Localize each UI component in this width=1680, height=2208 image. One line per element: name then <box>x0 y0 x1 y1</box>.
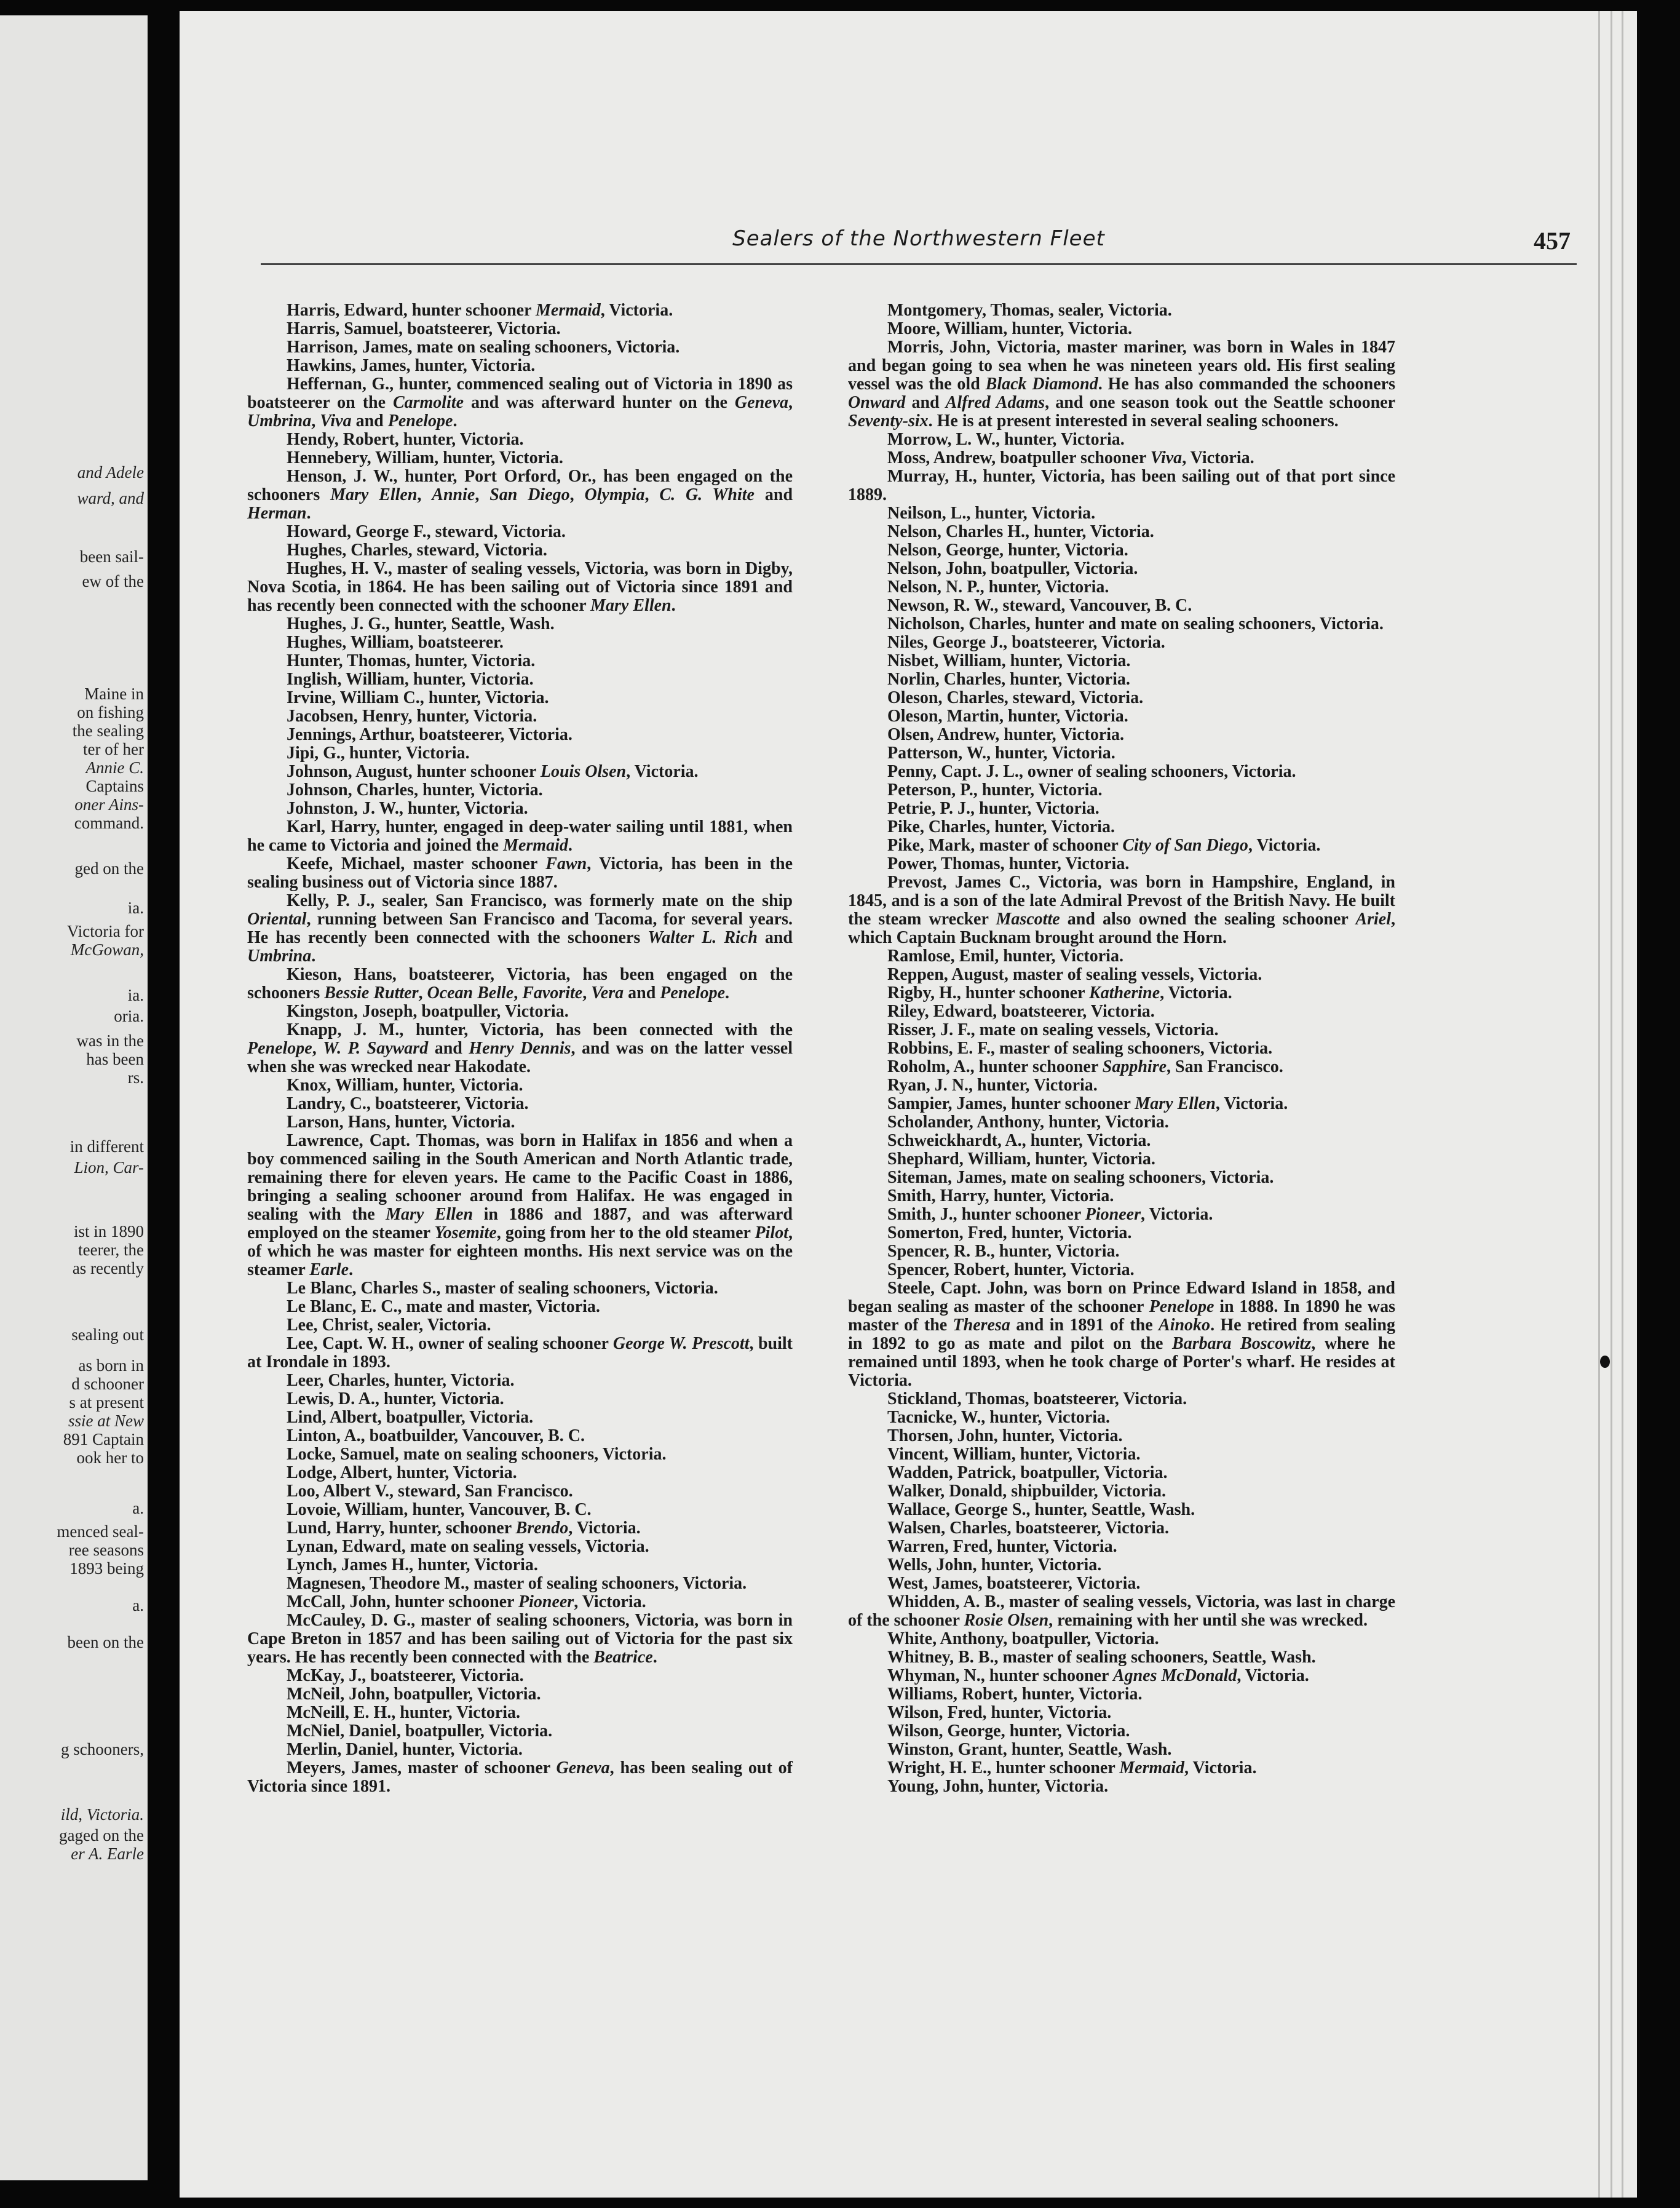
directory-entry: Winston, Grant, hunter, Seattle, Wash. <box>887 1740 1172 1759</box>
directory-entry: White, Anthony, boatpuller, Victoria. <box>887 1629 1159 1648</box>
directory-entry: Lodge, Albert, hunter, Victoria. <box>287 1463 517 1482</box>
directory-entry: Penny, Capt. J. L., owner of sealing schooners, Victoria. <box>887 762 1296 781</box>
directory-entry: Meyers, James, master of schooner Geneva, has been sealing out of Victoria since 1891. <box>247 1758 793 1796</box>
directory-entry: Prevost, James C., Victoria, was born in Hampshire, England, in 1845, and is a son of the late Admiral Prevost of the British Navy. He built the steam wrecker Mascotte and also owned the sealing schooner Ariel, which Captain Bucknam brought around the Horn. <box>848 873 1395 947</box>
directory-entry: Wilson, George, hunter, Victoria. <box>887 1722 1130 1741</box>
directory-entry: Nelson, Charles H., hunter, Victoria. <box>887 522 1154 541</box>
directory-entry: Landry, C., boatsteerer, Victoria. <box>287 1094 529 1113</box>
directory-entry: Tacnicke, W., hunter, Victoria. <box>887 1408 1110 1427</box>
left-page-text-fragment: rs. <box>127 1068 144 1087</box>
directory-entry: Scholander, Anthony, hunter, Victoria. <box>887 1113 1169 1132</box>
left-page-text-fragment: ree seasons <box>68 1541 144 1559</box>
right-column <box>848 301 1395 1796</box>
directory-entry: Lawrence, Capt. Thomas, was born in Halifax in 1856 and when a boy commenced sailing in the South American and North Atlantic trade, remaining there for eleven years. He came to the Pacific Coast in 1886, bringing a sealing schooner around from Halifax. He was engaged in sealing with the Mary Ellen in 1886 and 1887, and was afterward employed on the steamer Yosemite, going from her to the old steamer Pilot, of which he was master for eighteen months. His next service was on the steamer Earle. <box>247 1131 793 1279</box>
left-page-text-fragment: oner Ains- <box>74 795 144 814</box>
directory-entry: Wallace, George S., hunter, Seattle, Wash. <box>887 1500 1195 1519</box>
directory-entry: Hendy, Robert, hunter, Victoria. <box>287 430 524 449</box>
directory-entry: Robbins, E. F., master of sealing schooners, Victoria. <box>887 1039 1273 1058</box>
margin-dot <box>1600 1356 1610 1368</box>
directory-entry: Harris, Edward, hunter schooner Mermaid, Victoria. <box>287 301 673 320</box>
directory-entry: Young, John, hunter, Victoria. <box>887 1777 1109 1796</box>
directory-entry: Hunter, Thomas, hunter, Victoria. <box>287 651 536 670</box>
left-page-text-fragment: in different <box>69 1137 144 1156</box>
left-page-text-fragment: 1893 being <box>69 1559 144 1578</box>
page-edge <box>1622 11 1623 2198</box>
left-page-text-fragment: gaged on the <box>59 1826 144 1845</box>
directory-entry: Kingston, Joseph, boatpuller, Victoria. <box>287 1002 569 1021</box>
directory-entry: Linton, A., boatbuilder, Vancouver, B. C. <box>287 1426 585 1445</box>
left-page-text-fragment: and Adele <box>77 463 144 482</box>
directory-entry: Roholm, A., hunter schooner Sapphire, San Francisco. <box>887 1057 1283 1076</box>
directory-entry: Lind, Albert, boatpuller, Victoria. <box>287 1408 534 1427</box>
directory-entry: Howard, George F., steward, Victoria. <box>287 522 566 541</box>
directory-entry: Harris, Samuel, boatsteerer, Victoria. <box>287 319 561 338</box>
directory-entry: Smith, Harry, hunter, Victoria. <box>887 1186 1114 1205</box>
page-number: 457 <box>1534 227 1571 255</box>
directory-entry: Moss, Andrew, boatpuller schooner Viva, Victoria. <box>887 448 1254 467</box>
directory-entry: Lynan, Edward, mate on sealing vessels, Victoria. <box>287 1537 649 1556</box>
left-page-text-fragment: been on the <box>67 1633 144 1651</box>
directory-entry: Knox, William, hunter, Victoria. <box>287 1076 523 1095</box>
directory-entry: Reppen, August, master of sealing vessels, Victoria. <box>887 965 1262 984</box>
directory-entry: Hughes, J. G., hunter, Seattle, Wash. <box>287 614 555 633</box>
directory-entry: Jipi, G., hunter, Victoria. <box>287 744 470 763</box>
directory-entry: Steele, Capt. John, was born on Prince Edward Island in 1858, and began sealing as master of the schooner Penelope in 1888. In 1890 he was master of the Theresa and in 1891 of the Ainoko. He retired from sealing in 1892 to go as mate and pilot on the Barbara Boscowitz, where he remained until 1893, when he took charge of Porter's wharf. He resides at Victoria. <box>848 1279 1396 1390</box>
left-page-text-fragment: command. <box>74 814 144 832</box>
directory-entry: Henson, J. W., hunter, Port Orford, Or., has been engaged on the schooners Mary Ellen, Annie, San Diego, Olympia, C. G. White and Herman. <box>247 467 793 523</box>
directory-entry: Magnesen, Theodore M., master of sealing schooners, Victoria. <box>287 1574 747 1593</box>
left-page-text-fragment: been sail- <box>79 547 144 566</box>
directory-entry: Wright, H. E., hunter schooner Mermaid, Victoria. <box>887 1758 1257 1777</box>
left-page-text-fragment: a. <box>132 1596 144 1614</box>
directory-entry: Whitney, B. B., master of sealing schooners, Seattle, Wash. <box>887 1648 1316 1667</box>
left-page-text-fragment: ist in 1890 <box>73 1222 144 1241</box>
directory-entry: McCall, John, hunter schooner Pioneer, Victoria. <box>287 1592 646 1611</box>
left-page-text-fragment: was in the <box>76 1031 144 1050</box>
left-page-text-fragment: a. <box>132 1499 144 1517</box>
directory-entry: McNeill, E. H., hunter, Victoria. <box>287 1703 521 1722</box>
left-page-text-fragment: 891 Captain <box>63 1430 144 1448</box>
left-page-text-fragment: has been <box>86 1050 144 1068</box>
directory-entry: Shephard, William, hunter, Victoria. <box>887 1150 1155 1169</box>
directory-entry: Vincent, William, hunter, Victoria. <box>887 1445 1141 1464</box>
directory-entry: Larson, Hans, hunter, Victoria. <box>287 1113 515 1132</box>
left-page-text-fragment: ssie at New <box>68 1412 144 1430</box>
directory-entry: Norlin, Charles, hunter, Victoria. <box>887 670 1130 689</box>
directory-entry: Murray, H., hunter, Victoria, has been sailing out of that port since 1889. <box>848 467 1395 504</box>
directory-entry: Walker, Donald, shipbuilder, Victoria. <box>887 1482 1167 1501</box>
directory-entry: Jacobsen, Henry, hunter, Victoria. <box>287 707 537 726</box>
left-page-text-fragment: ew of the <box>82 572 144 590</box>
directory-entry: Heffernan, G., hunter, commenced sealing out of Victoria in 1890 as boatsteerer on the Carmolite and was afterward hunter on the Geneva, Umbrina, Viva and Penelope. <box>247 375 793 431</box>
directory-entry: Nisbet, William, hunter, Victoria. <box>887 651 1131 670</box>
directory-entry: McCauley, D. G., master of sealing schooners, Victoria, was born in Cape Breton in 1857 and has been sailing out of Victoria for the past six years. He has recently been connected with the Beatrice. <box>247 1611 793 1667</box>
directory-entry: Olsen, Andrew, hunter, Victoria. <box>887 725 1125 744</box>
directory-entry: Irvine, William C., hunter, Victoria. <box>287 688 549 707</box>
page-edge <box>1611 11 1612 2198</box>
directory-entry: Knapp, J. M., hunter, Victoria, has been connected with the Penelope, W. P. Sayward and Henry Dennis, and was on the latter vessel when she was wrecked near Hakodate. <box>247 1020 793 1076</box>
left-page-text-fragment: s at present <box>69 1393 144 1412</box>
directory-entry: Rigby, H., hunter schooner Katherine, Victoria. <box>887 983 1232 1003</box>
left-page-text-fragment: d schooner <box>71 1375 144 1393</box>
book-page <box>180 11 1637 2198</box>
directory-entry: Inglish, William, hunter, Victoria. <box>287 670 534 689</box>
directory-entry: Whyman, N., hunter schooner Agnes McDonald, Victoria. <box>887 1666 1309 1685</box>
directory-entry: West, James, boatsteerer, Victoria. <box>887 1574 1141 1593</box>
directory-entry: Hughes, William, boatsteerer. <box>287 633 504 652</box>
directory-entry: Le Blanc, E. C., mate and master, Victoria. <box>287 1297 600 1316</box>
left-page-text-fragment: as born in <box>78 1356 144 1375</box>
directory-entry: Hawkins, James, hunter, Victoria. <box>287 356 536 375</box>
directory-entry: Spencer, Robert, hunter, Victoria. <box>887 1260 1135 1279</box>
directory-entry: Oleson, Martin, hunter, Victoria. <box>887 707 1128 726</box>
left-page-text-fragment: McGowan, <box>70 940 144 959</box>
directory-entry: Pike, Charles, hunter, Victoria. <box>887 817 1115 836</box>
directory-entry: Lee, Capt. W. H., owner of sealing schooner George W. Prescott, built at Irondale in 1893. <box>247 1334 793 1372</box>
directory-entry: Hennebery, William, hunter, Victoria. <box>287 448 563 467</box>
directory-entry: Hughes, H. V., master of sealing vessels, Victoria, was born in Digby, Nova Scotia, in 1864. He has been sailing out of Victoria since 1891 and has recently been connected with the schooner Mary Ellen. <box>247 559 793 615</box>
directory-entry: Lovoie, William, hunter, Vancouver, B. C. <box>287 1500 592 1519</box>
directory-entry: Locke, Samuel, mate on sealing schooners, Victoria. <box>287 1445 667 1464</box>
directory-entry: McNiel, Daniel, boatpuller, Victoria. <box>287 1722 553 1741</box>
directory-entry: Stickland, Thomas, boatsteerer, Victoria. <box>887 1389 1187 1408</box>
directory-entry: Wells, John, hunter, Victoria. <box>887 1555 1102 1575</box>
directory-entry: Thorsen, John, hunter, Victoria. <box>887 1426 1123 1445</box>
directory-entry: Pike, Mark, master of schooner City of San Diego, Victoria. <box>887 836 1321 855</box>
left-page-fragment <box>0 15 148 2180</box>
directory-entry: Morrow, L. W., hunter, Victoria. <box>887 430 1125 449</box>
directory-entry: Newson, R. W., steward, Vancouver, B. C. <box>887 596 1192 615</box>
directory-entry: Somerton, Fred, hunter, Victoria. <box>887 1223 1132 1242</box>
left-page-text-fragment: sealing out <box>71 1325 144 1344</box>
left-page-text-fragment: Victoria for <box>66 922 144 940</box>
running-header <box>261 220 1577 256</box>
header-rule <box>261 263 1577 265</box>
directory-entry: Leer, Charles, hunter, Victoria. <box>287 1371 515 1390</box>
directory-entry: Walsen, Charles, boatsteerer, Victoria. <box>887 1519 1170 1538</box>
directory-entry: McNeil, John, boatpuller, Victoria. <box>287 1685 541 1704</box>
directory-entry: Nicholson, Charles, hunter and mate on sealing schooners, Victoria. <box>887 614 1384 633</box>
directory-entry: Peterson, P., hunter, Victoria. <box>887 780 1103 800</box>
directory-entry: Montgomery, Thomas, sealer, Victoria. <box>887 301 1172 320</box>
running-title: Sealers of the Northwestern Fleet <box>732 226 1105 251</box>
directory-entry: Neilson, L., hunter, Victoria. <box>887 504 1096 523</box>
left-page-text-fragment: ter of her <box>83 740 144 758</box>
page-edge <box>1598 11 1600 2198</box>
directory-entry: Johnson, Charles, hunter, Victoria. <box>287 780 543 800</box>
left-page-text-fragment: Annie C. <box>85 758 144 777</box>
left-page-text-fragment: ia. <box>127 986 144 1004</box>
directory-entry: Johnston, J. W., hunter, Victoria. <box>287 799 528 818</box>
directory-entry: Nelson, George, hunter, Victoria. <box>887 541 1128 560</box>
directory-entry: Jennings, Arthur, boatsteerer, Victoria. <box>287 725 573 744</box>
directory-entry: Ramlose, Emil, hunter, Victoria. <box>887 947 1123 966</box>
directory-entry: Williams, Robert, hunter, Victoria. <box>887 1685 1143 1704</box>
directory-entry: Loo, Albert V., steward, San Francisco. <box>287 1482 573 1501</box>
directory-entry: Lewis, D. A., hunter, Victoria. <box>287 1389 504 1408</box>
directory-entry: Keefe, Michael, master schooner Fawn, Victoria, has been in the sealing business out of Victoria since 1887. <box>247 854 793 892</box>
left-page-text-fragment: g schooners, <box>61 1740 144 1758</box>
directory-entry: Siteman, James, mate on sealing schooners, Victoria. <box>887 1168 1274 1187</box>
left-page-text-fragment: ild, Victoria. <box>60 1805 144 1824</box>
directory-entry: Niles, George J., boatsteerer, Victoria. <box>887 633 1165 652</box>
left-page-text-fragment: ook her to <box>76 1448 144 1467</box>
directory-entry: Johnson, August, hunter schooner Louis Olsen, Victoria. <box>287 762 699 781</box>
directory-entry: Risser, J. F., mate on sealing vessels, Victoria. <box>887 1020 1219 1039</box>
left-page-text-fragment: the sealing <box>72 721 144 740</box>
directory-entry: Karl, Harry, hunter, engaged in deep-water sailing until 1881, when he came to Victoria and joined the Mermaid. <box>247 817 793 855</box>
directory-entry: Smith, J., hunter schooner Pioneer, Victoria. <box>887 1205 1213 1224</box>
directory-entry: Nelson, N. P., hunter, Victoria. <box>887 578 1109 597</box>
directory-entry: Lynch, James H., hunter, Victoria. <box>287 1555 538 1575</box>
directory-entry: Morris, John, Victoria, master mariner, was born in Wales in 1847 and began going to sea when he was nineteen years old. His first sealing vessel was the old Black Diamond. He has also commanded the schooners Onward and Alfred Adams, and one season took out the Seattle schooner Seventy-six. He is at present interested in several sealing schooners. <box>848 338 1395 431</box>
left-page-text-fragment: Maine in <box>84 685 144 703</box>
left-page-text-fragment: Captains <box>85 777 144 795</box>
directory-entry: Ryan, J. N., hunter, Victoria. <box>887 1076 1098 1095</box>
left-column <box>247 301 793 1796</box>
directory-entry: Wilson, Fred, hunter, Victoria. <box>887 1703 1112 1722</box>
directory-entry: Sampier, James, hunter schooner Mary Ellen, Victoria. <box>887 1094 1288 1113</box>
directory-entry: Whidden, A. B., master of sealing vessels, Victoria, was last in charge of the schooner Rosie Olsen, remaining with her until she was wrecked. <box>848 1592 1395 1630</box>
directory-entry: Patterson, W., hunter, Victoria. <box>887 744 1115 763</box>
directory-entry: Lund, Harry, hunter, schooner Brendo, Victoria. <box>287 1519 641 1538</box>
directory-entry: Le Blanc, Charles S., master of sealing schooners, Victoria. <box>287 1279 718 1298</box>
directory-entry: Lee, Christ, sealer, Victoria. <box>287 1316 491 1335</box>
directory-entry: Spencer, R. B., hunter, Victoria. <box>887 1242 1120 1261</box>
left-page-text-fragment: ia. <box>127 899 144 917</box>
directory-entry: Petrie, P. J., hunter, Victoria. <box>887 799 1100 818</box>
directory-entry: Schweickhardt, A., hunter, Victoria. <box>887 1131 1151 1150</box>
directory-entry: McKay, J., boatsteerer, Victoria. <box>287 1666 524 1685</box>
directory-entry: Hughes, Charles, steward, Victoria. <box>287 541 547 560</box>
left-page-text-fragment: oria. <box>114 1007 144 1025</box>
directory-entry: Kieson, Hans, boatsteerer, Victoria, has been engaged on the schooners Bessie Rutter, Ocean Belle, Favorite, Vera and Penelope. <box>247 965 793 1003</box>
left-page-text-fragment: on fishing <box>77 703 144 721</box>
directory-entry: Moore, William, hunter, Victoria. <box>887 319 1132 338</box>
directory-entry: Riley, Edward, boatsteerer, Victoria. <box>887 1002 1155 1021</box>
directory-entry: Merlin, Daniel, hunter, Victoria. <box>287 1740 523 1759</box>
left-page-text-fragment: er A. Earle <box>71 1845 144 1863</box>
directory-entry: Warren, Fred, hunter, Victoria. <box>887 1537 1117 1556</box>
left-page-text-fragment: teerer, the <box>78 1241 144 1259</box>
directory-entry: Wadden, Patrick, boatpuller, Victoria. <box>887 1463 1168 1482</box>
directory-entry: Nelson, John, boatpuller, Victoria. <box>887 559 1138 578</box>
left-page-text-fragment: ward, and <box>77 489 144 507</box>
directory-entry: Kelly, P. J., sealer, San Francisco, was formerly mate on the ship Oriental, running between San Francisco and Tacoma, for several years. He has recently been connected with the schooners Walter L. Rich and Umbrina. <box>247 891 793 966</box>
left-page-text-fragment: ged on the <box>74 859 144 878</box>
directory-entry: Harrison, James, mate on sealing schooners, Victoria. <box>287 338 680 357</box>
left-page-text-fragment: as recently <box>72 1259 144 1277</box>
directory-entry: Oleson, Charles, steward, Victoria. <box>887 688 1144 707</box>
directory-entry: Power, Thomas, hunter, Victoria. <box>887 854 1130 873</box>
left-page-text-fragment: menced seal- <box>57 1522 144 1541</box>
left-page-text-fragment: Lion, Car- <box>74 1158 144 1177</box>
